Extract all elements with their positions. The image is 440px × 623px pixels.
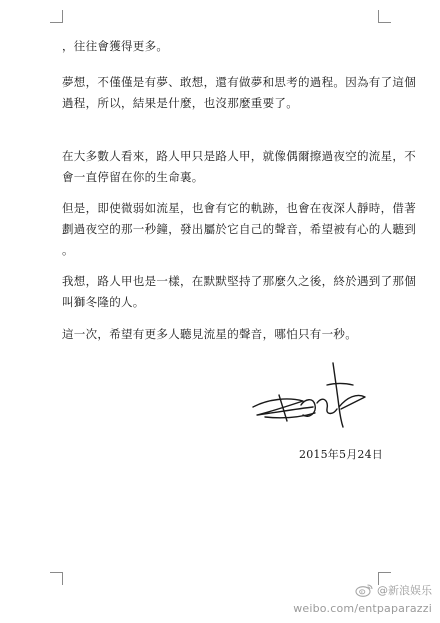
paragraph-2 bbox=[62, 72, 416, 114]
paragraph-3 bbox=[62, 146, 416, 188]
paragraph-line: 過程，所以，結果是什麼，也沒那麼重要了。 bbox=[62, 96, 298, 110]
paragraph-6 bbox=[62, 324, 382, 345]
handwritten-signature-icon bbox=[243, 355, 373, 435]
watermark-handle-row bbox=[355, 582, 432, 598]
paragraph-line: 。 bbox=[62, 243, 74, 257]
paragraph-line: 這一次，希望有更多人聽見流星的聲音，哪怕只有一秒。 bbox=[62, 327, 357, 341]
paragraph-line: 夢想，不僅僅是有夢、敢想，還有做夢和思考的過程。因為有了這個 bbox=[62, 75, 416, 89]
paragraph-4 bbox=[62, 198, 416, 261]
paragraph-1 bbox=[62, 36, 382, 57]
paragraph-line: ，往往會獲得更多。 bbox=[62, 39, 169, 53]
crop-mark-top-left bbox=[50, 10, 63, 23]
paragraph-line: 在大多數人看來，路人甲只是路人甲，就像偶爾擦過夜空的流星，不 bbox=[62, 149, 416, 163]
paragraph-line: 但是，即使微弱如流星，也會有它的軌跡，也會在夜深人靜時，借著 bbox=[62, 201, 416, 215]
watermark-url: weibo.com/entpaparazzi bbox=[293, 602, 432, 615]
paragraph-5 bbox=[62, 271, 416, 313]
paragraph-line: 劃過夜空的那一秒鐘，發出屬於它自己的聲音，希望被有心的人聽到 bbox=[62, 222, 416, 236]
paragraph-line: 會一直停留在你的生命裏。 bbox=[62, 170, 204, 184]
watermark bbox=[293, 578, 440, 623]
paragraph-line: 叫獅冬隆的人。 bbox=[62, 295, 145, 309]
crop-mark-bottom-left bbox=[50, 572, 63, 585]
watermark-handle: @新浪娱乐 bbox=[377, 584, 432, 597]
crop-mark-top-right bbox=[378, 10, 391, 23]
weibo-logo-icon bbox=[355, 583, 373, 597]
paragraph-line: 我想，路人甲也是一樣，在默默堅持了那麼久之後，終於遇到了那個 bbox=[62, 274, 416, 288]
letter-date: 2015年5月24日 bbox=[299, 448, 383, 461]
